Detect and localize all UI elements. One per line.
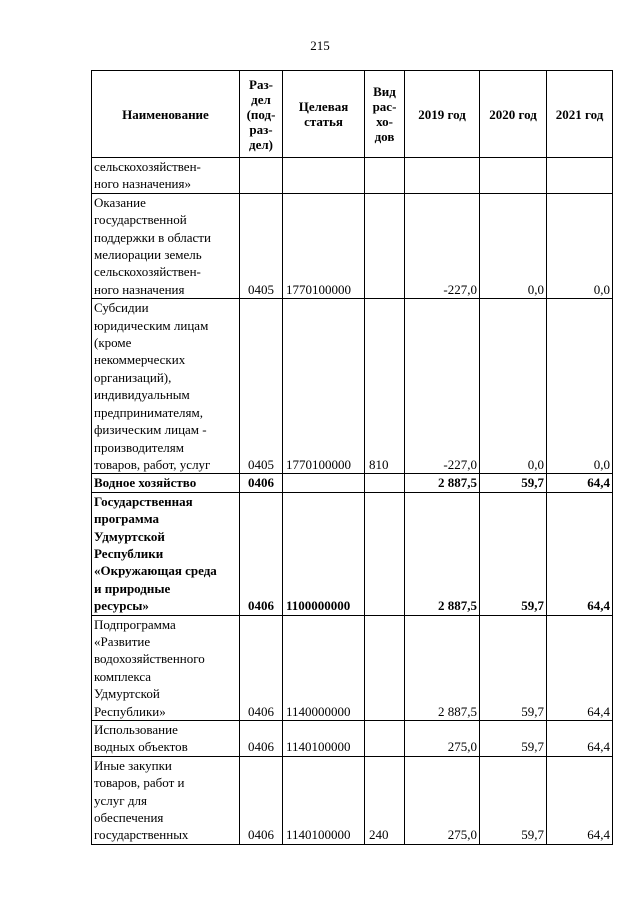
cell-2021: 0,0	[547, 193, 613, 298]
cell-2019	[405, 158, 480, 194]
cell-2019: 2 887,5	[405, 474, 480, 492]
cell-2019: -227,0	[405, 193, 480, 298]
cell-target: 1100000000	[283, 492, 365, 615]
cell-2019: 275,0	[405, 756, 480, 844]
cell-2021: 64,4	[547, 615, 613, 720]
cell-kind	[365, 721, 405, 757]
cell-2019: -227,0	[405, 299, 480, 474]
cell-section: 0406	[240, 721, 283, 757]
header-2019: 2019 год	[405, 71, 480, 158]
cell-2021: 0,0	[547, 299, 613, 474]
table-row	[92, 299, 613, 474]
cell-2020	[480, 158, 547, 194]
cell-2020: 59,7	[480, 756, 547, 844]
page-number: 215	[310, 38, 330, 53]
cell-kind: 810	[365, 299, 405, 474]
table-header	[92, 71, 613, 158]
cell-name: Субсидии юридическим лицам (кроме некоммерческих организаций), индивидуальным предпринимателям, физическим лицам - производителям товаров, работ, услуг	[92, 299, 240, 474]
cell-section: 0406	[240, 492, 283, 615]
cell-name: Подпрограмма «Развитие водохозяйственного комплекса Удмуртской Республики»	[92, 615, 240, 720]
cell-2020: 59,7	[480, 721, 547, 757]
header-2020: 2020 год	[480, 71, 547, 158]
cell-target: 1770100000	[283, 299, 365, 474]
cell-target: 1770100000	[283, 193, 365, 298]
cell-2020: 0,0	[480, 193, 547, 298]
cell-kind	[365, 193, 405, 298]
cell-2021: 64,4	[547, 721, 613, 757]
cell-2020: 59,7	[480, 492, 547, 615]
cell-2019: 2 887,5	[405, 492, 480, 615]
table-row	[92, 193, 613, 298]
cell-section	[240, 158, 283, 194]
table-row	[92, 721, 613, 757]
cell-kind	[365, 474, 405, 492]
header-kind: Вид рас- хо- дов	[365, 71, 405, 158]
cell-section: 0406	[240, 474, 283, 492]
cell-name: Иные закупки товаров, работ и услуг для обеспечения государственных	[92, 756, 240, 844]
cell-kind: 240	[365, 756, 405, 844]
header-name: Наименование	[92, 71, 240, 158]
cell-kind	[365, 492, 405, 615]
cell-2020: 0,0	[480, 299, 547, 474]
cell-kind	[365, 158, 405, 194]
cell-target	[283, 474, 365, 492]
cell-2019: 275,0	[405, 721, 480, 757]
cell-section: 0405	[240, 193, 283, 298]
header-target: Целевая статья	[283, 71, 365, 158]
cell-2021: 64,4	[547, 474, 613, 492]
cell-2020: 59,7	[480, 474, 547, 492]
cell-name: Оказание государственной поддержки в области мелиорации земель сельскохозяйствен- ного назначения	[92, 193, 240, 298]
cell-2019: 2 887,5	[405, 615, 480, 720]
cell-2020: 59,7	[480, 615, 547, 720]
cell-section: 0405	[240, 299, 283, 474]
cell-target: 1140100000	[283, 721, 365, 757]
cell-2021	[547, 158, 613, 194]
header-2021: 2021 год	[547, 71, 613, 158]
budget-table	[91, 70, 613, 845]
cell-target: 1140000000	[283, 615, 365, 720]
cell-name: Государственная программа Удмуртской Республики «Окружающая среда и природные ресурсы»	[92, 492, 240, 615]
cell-target: 1140100000	[283, 756, 365, 844]
table-row	[92, 158, 613, 194]
cell-section: 0406	[240, 615, 283, 720]
table-row	[92, 474, 613, 492]
table-row	[92, 492, 613, 615]
header-section: Раз- дел (под- раз- дел)	[240, 71, 283, 158]
cell-name: сельскохозяйствен- ного назначения»	[92, 158, 240, 194]
table-row	[92, 756, 613, 844]
cell-kind	[365, 615, 405, 720]
table-row	[92, 615, 613, 720]
cell-section: 0406	[240, 756, 283, 844]
cell-2021: 64,4	[547, 492, 613, 615]
table-body	[92, 158, 613, 845]
cell-name: Использование водных объектов	[92, 721, 240, 757]
cell-name: Водное хозяйство	[92, 474, 240, 492]
cell-target	[283, 158, 365, 194]
cell-2021: 64,4	[547, 756, 613, 844]
